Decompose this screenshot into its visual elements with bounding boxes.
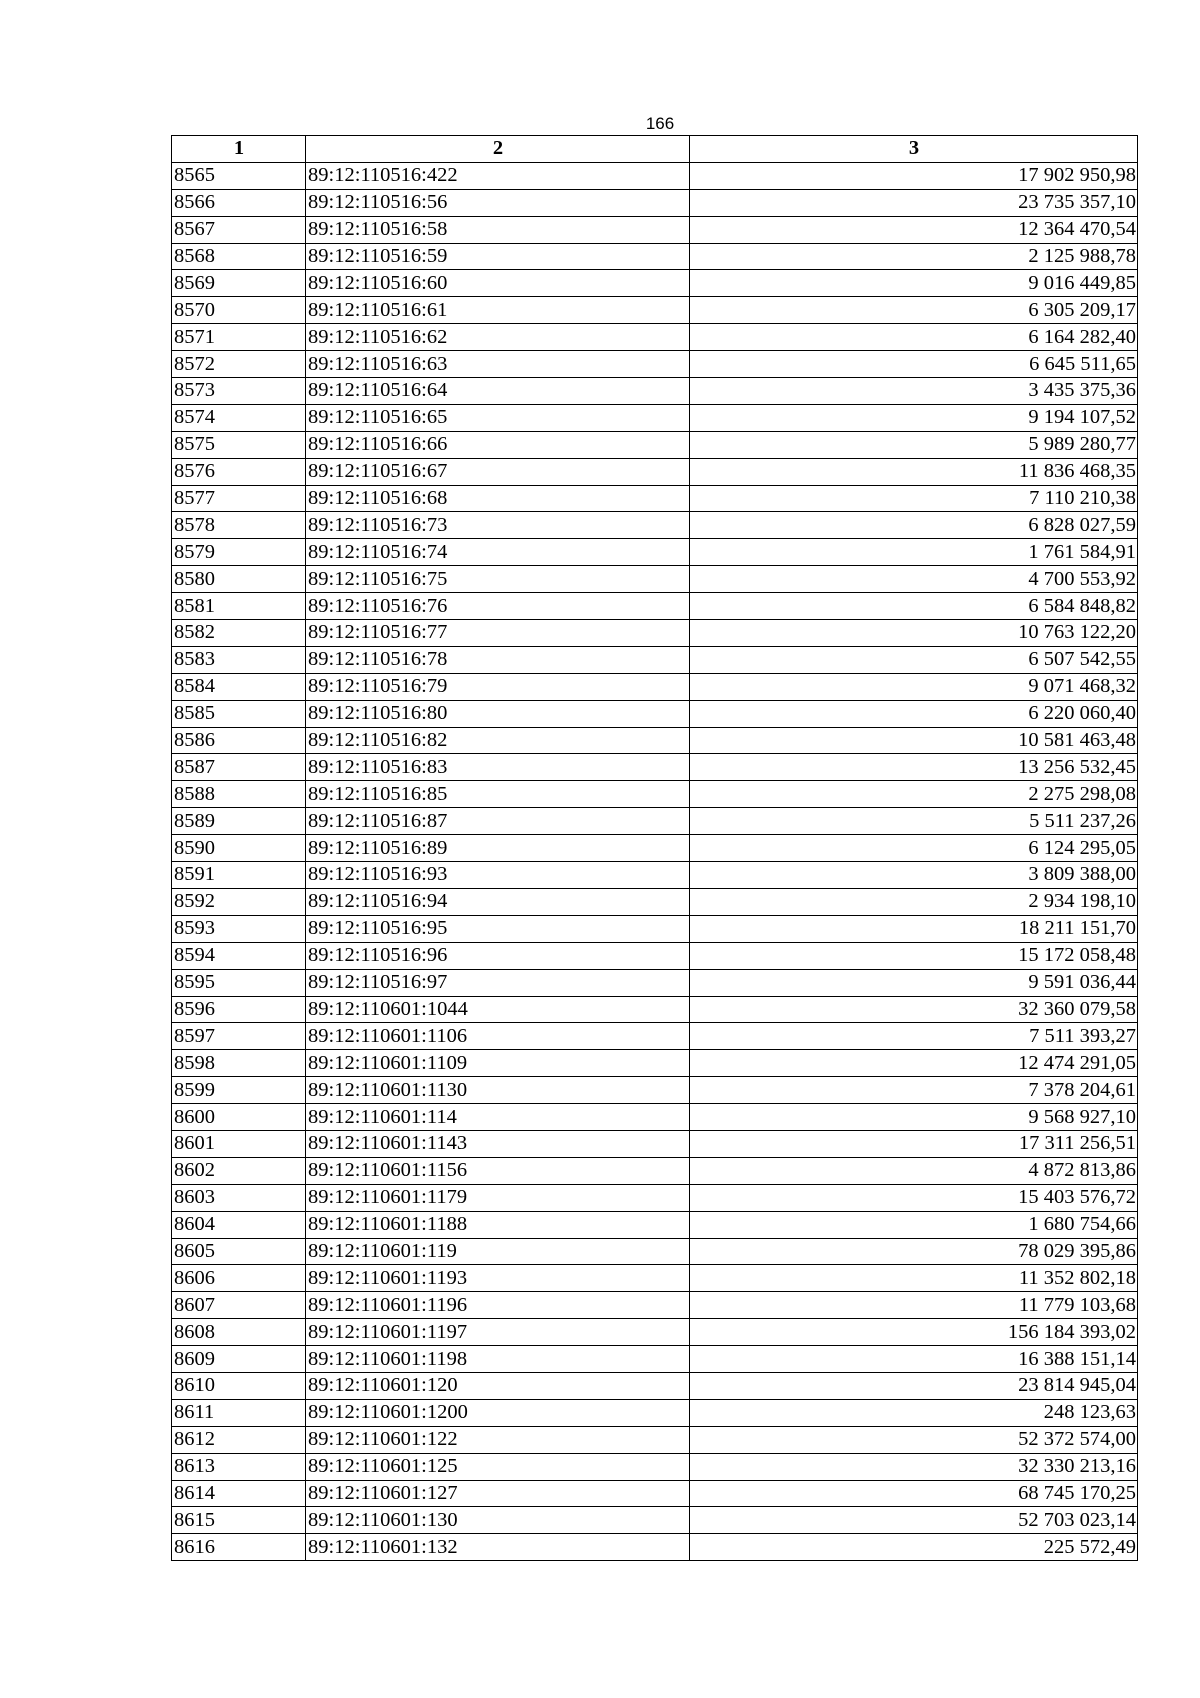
row-number-cell: 8605: [172, 1238, 306, 1265]
row-number-cell: 8566: [172, 189, 306, 216]
row-number-cell: 8580: [172, 566, 306, 593]
row-number-cell: 8571: [172, 324, 306, 351]
value-cell: 23 735 357,10: [690, 189, 1138, 216]
cadastral-number-cell: 89:12:110601:1109: [306, 1050, 690, 1077]
row-number-cell: 8572: [172, 351, 306, 378]
value-cell: 3 435 375,36: [690, 378, 1138, 405]
cadastral-number-cell: 89:12:110516:422: [306, 162, 690, 189]
cadastral-number-cell: 89:12:110516:60: [306, 270, 690, 297]
value-cell: 9 016 449,85: [690, 270, 1138, 297]
cadastral-number-cell: 89:12:110601:114: [306, 1104, 690, 1131]
cadastral-number-cell: 89:12:110516:94: [306, 888, 690, 915]
table-row: [172, 404, 1138, 431]
value-cell: 17 902 950,98: [690, 162, 1138, 189]
row-number-cell: 8590: [172, 835, 306, 862]
table-row: [172, 646, 1138, 673]
header-cell-3: 3: [690, 136, 1138, 163]
cadastral-number-cell: 89:12:110601:130: [306, 1507, 690, 1534]
cadastral-number-cell: 89:12:110516:97: [306, 969, 690, 996]
value-cell: 4 700 553,92: [690, 566, 1138, 593]
value-cell: 12 474 291,05: [690, 1050, 1138, 1077]
row-number-cell: 8602: [172, 1157, 306, 1184]
value-cell: 52 703 023,14: [690, 1507, 1138, 1534]
table-row: [172, 1238, 1138, 1265]
value-cell: 15 403 576,72: [690, 1184, 1138, 1211]
cadastral-number-cell: 89:12:110516:59: [306, 243, 690, 270]
table-row: [172, 243, 1138, 270]
cadastral-number-cell: 89:12:110516:95: [306, 915, 690, 942]
table-row: [172, 539, 1138, 566]
table-row: [172, 969, 1138, 996]
value-cell: 6 507 542,55: [690, 646, 1138, 673]
row-number-cell: 8576: [172, 458, 306, 485]
table-row: [172, 1534, 1138, 1561]
value-cell: 9 591 036,44: [690, 969, 1138, 996]
value-cell: 2 275 298,08: [690, 781, 1138, 808]
registry-table: [171, 135, 1138, 1561]
row-number-cell: 8599: [172, 1077, 306, 1104]
cadastral-number-cell: 89:12:110601:127: [306, 1480, 690, 1507]
value-cell: 2 934 198,10: [690, 888, 1138, 915]
row-number-cell: 8588: [172, 781, 306, 808]
value-cell: 12 364 470,54: [690, 216, 1138, 243]
row-number-cell: 8565: [172, 162, 306, 189]
value-cell: 18 211 151,70: [690, 915, 1138, 942]
value-cell: 6 220 060,40: [690, 700, 1138, 727]
row-number-cell: 8596: [172, 996, 306, 1023]
table-row: [172, 1130, 1138, 1157]
value-cell: 4 872 813,86: [690, 1157, 1138, 1184]
row-number-cell: 8601: [172, 1130, 306, 1157]
row-number-cell: 8584: [172, 673, 306, 700]
cadastral-number-cell: 89:12:110516:68: [306, 485, 690, 512]
value-cell: 78 029 395,86: [690, 1238, 1138, 1265]
table-row: [172, 781, 1138, 808]
table-row: [172, 996, 1138, 1023]
table-row: [172, 1346, 1138, 1373]
cadastral-number-cell: 89:12:110601:1044: [306, 996, 690, 1023]
table-row: [172, 620, 1138, 647]
table-row: [172, 378, 1138, 405]
cadastral-number-cell: 89:12:110601:1196: [306, 1292, 690, 1319]
row-number-cell: 8600: [172, 1104, 306, 1131]
row-number-cell: 8615: [172, 1507, 306, 1534]
cadastral-number-cell: 89:12:110516:74: [306, 539, 690, 566]
table-row: [172, 1453, 1138, 1480]
value-cell: 7 511 393,27: [690, 1023, 1138, 1050]
row-number-cell: 8573: [172, 378, 306, 405]
cadastral-number-cell: 89:12:110516:75: [306, 566, 690, 593]
table-row: [172, 1399, 1138, 1426]
cadastral-number-cell: 89:12:110516:93: [306, 862, 690, 889]
cadastral-number-cell: 89:12:110516:82: [306, 727, 690, 754]
value-cell: 11 836 468,35: [690, 458, 1138, 485]
cadastral-number-cell: 89:12:110601:1198: [306, 1346, 690, 1373]
row-number-cell: 8581: [172, 593, 306, 620]
row-number-cell: 8586: [172, 727, 306, 754]
row-number-cell: 8610: [172, 1372, 306, 1399]
cadastral-number-cell: 89:12:110601:1156: [306, 1157, 690, 1184]
table-row: [172, 593, 1138, 620]
cadastral-number-cell: 89:12:110516:73: [306, 512, 690, 539]
cadastral-number-cell: 89:12:110601:1179: [306, 1184, 690, 1211]
cadastral-number-cell: 89:12:110516:85: [306, 781, 690, 808]
cadastral-number-cell: 89:12:110601:1143: [306, 1130, 690, 1157]
value-cell: 6 645 511,65: [690, 351, 1138, 378]
table-row: [172, 942, 1138, 969]
value-cell: 23 814 945,04: [690, 1372, 1138, 1399]
row-number-cell: 8579: [172, 539, 306, 566]
value-cell: 11 779 103,68: [690, 1292, 1138, 1319]
cadastral-number-cell: 89:12:110601:132: [306, 1534, 690, 1561]
cadastral-number-cell: 89:12:110601:122: [306, 1426, 690, 1453]
table-row: [172, 216, 1138, 243]
cadastral-number-cell: 89:12:110516:76: [306, 593, 690, 620]
row-number-cell: 8589: [172, 808, 306, 835]
row-number-cell: 8609: [172, 1346, 306, 1373]
cadastral-number-cell: 89:12:110601:1193: [306, 1265, 690, 1292]
table-row: [172, 566, 1138, 593]
row-number-cell: 8612: [172, 1426, 306, 1453]
table-row: [172, 915, 1138, 942]
row-number-cell: 8593: [172, 915, 306, 942]
cadastral-number-cell: 89:12:110601:1197: [306, 1319, 690, 1346]
page-number: 166: [645, 114, 675, 133]
row-number-cell: 8597: [172, 1023, 306, 1050]
row-number-cell: 8575: [172, 431, 306, 458]
value-cell: 32 360 079,58: [690, 996, 1138, 1023]
row-number-cell: 8592: [172, 888, 306, 915]
table-row: [172, 1104, 1138, 1131]
value-cell: 1 761 584,91: [690, 539, 1138, 566]
row-number-cell: 8595: [172, 969, 306, 996]
value-cell: 9 071 468,32: [690, 673, 1138, 700]
cadastral-number-cell: 89:12:110516:89: [306, 835, 690, 862]
table-row: [172, 1372, 1138, 1399]
cadastral-number-cell: 89:12:110601:119: [306, 1238, 690, 1265]
value-cell: 15 172 058,48: [690, 942, 1138, 969]
cadastral-number-cell: 89:12:110601:1188: [306, 1211, 690, 1238]
cadastral-number-cell: 89:12:110516:65: [306, 404, 690, 431]
cadastral-number-cell: 89:12:110516:83: [306, 754, 690, 781]
row-number-cell: 8611: [172, 1399, 306, 1426]
value-cell: 11 352 802,18: [690, 1265, 1138, 1292]
value-cell: 10 581 463,48: [690, 727, 1138, 754]
cadastral-number-cell: 89:12:110601:125: [306, 1453, 690, 1480]
row-number-cell: 8613: [172, 1453, 306, 1480]
value-cell: 6 828 027,59: [690, 512, 1138, 539]
value-cell: 52 372 574,00: [690, 1426, 1138, 1453]
table-row: [172, 1023, 1138, 1050]
cadastral-number-cell: 89:12:110516:67: [306, 458, 690, 485]
value-cell: 1 680 754,66: [690, 1211, 1138, 1238]
table-row: [172, 270, 1138, 297]
table-row: [172, 727, 1138, 754]
row-number-cell: 8585: [172, 700, 306, 727]
cadastral-number-cell: 89:12:110516:96: [306, 942, 690, 969]
row-number-cell: 8569: [172, 270, 306, 297]
value-cell: 16 388 151,14: [690, 1346, 1138, 1373]
table-row: [172, 1426, 1138, 1453]
cadastral-number-cell: 89:12:110516:63: [306, 351, 690, 378]
value-cell: 17 311 256,51: [690, 1130, 1138, 1157]
cadastral-number-cell: 89:12:110516:66: [306, 431, 690, 458]
value-cell: 5 511 237,26: [690, 808, 1138, 835]
row-number-cell: 8606: [172, 1265, 306, 1292]
row-number-cell: 8607: [172, 1292, 306, 1319]
value-cell: 225 572,49: [690, 1534, 1138, 1561]
table-row: [172, 862, 1138, 889]
table-row: [172, 1077, 1138, 1104]
header-cell-2: 2: [306, 136, 690, 163]
table-row: [172, 512, 1138, 539]
row-number-cell: 8603: [172, 1184, 306, 1211]
row-number-cell: 8614: [172, 1480, 306, 1507]
table-header: [172, 136, 1138, 163]
row-number-cell: 8570: [172, 297, 306, 324]
table-row: [172, 351, 1138, 378]
table-row: [172, 808, 1138, 835]
cadastral-number-cell: 89:12:110516:62: [306, 324, 690, 351]
table-row: [172, 189, 1138, 216]
table-row: [172, 1507, 1138, 1534]
table-row: [172, 458, 1138, 485]
value-cell: 32 330 213,16: [690, 1453, 1138, 1480]
value-cell: 6 305 209,17: [690, 297, 1138, 324]
cadastral-number-cell: 89:12:110516:78: [306, 646, 690, 673]
cadastral-number-cell: 89:12:110516:87: [306, 808, 690, 835]
table-row: [172, 1292, 1138, 1319]
value-cell: 7 110 210,38: [690, 485, 1138, 512]
table-row: [172, 297, 1138, 324]
row-number-cell: 8578: [172, 512, 306, 539]
value-cell: 156 184 393,02: [690, 1319, 1138, 1346]
row-number-cell: 8582: [172, 620, 306, 647]
header-row: [172, 136, 1138, 163]
table-row: [172, 700, 1138, 727]
table-row: [172, 673, 1138, 700]
row-number-cell: 8574: [172, 404, 306, 431]
value-cell: 13 256 532,45: [690, 754, 1138, 781]
table-row: [172, 1050, 1138, 1077]
table-row: [172, 431, 1138, 458]
value-cell: 3 809 388,00: [690, 862, 1138, 889]
table-body: [172, 162, 1138, 1560]
cadastral-number-cell: 89:12:110601:1106: [306, 1023, 690, 1050]
row-number-cell: 8598: [172, 1050, 306, 1077]
row-number-cell: 8591: [172, 862, 306, 889]
header-cell-1: 1: [172, 136, 306, 163]
cadastral-number-cell: 89:12:110516:61: [306, 297, 690, 324]
table-row: [172, 485, 1138, 512]
row-number-cell: 8583: [172, 646, 306, 673]
cadastral-number-cell: 89:12:110516:56: [306, 189, 690, 216]
table-row: [172, 835, 1138, 862]
value-cell: 68 745 170,25: [690, 1480, 1138, 1507]
row-number-cell: 8577: [172, 485, 306, 512]
row-number-cell: 8567: [172, 216, 306, 243]
value-cell: 5 989 280,77: [690, 431, 1138, 458]
table-row: [172, 324, 1138, 351]
table-row: [172, 1211, 1138, 1238]
row-number-cell: 8608: [172, 1319, 306, 1346]
value-cell: 2 125 988,78: [690, 243, 1138, 270]
row-number-cell: 8616: [172, 1534, 306, 1561]
row-number-cell: 8568: [172, 243, 306, 270]
table-row: [172, 162, 1138, 189]
value-cell: 7 378 204,61: [690, 1077, 1138, 1104]
table-row: [172, 1480, 1138, 1507]
value-cell: 248 123,63: [690, 1399, 1138, 1426]
value-cell: 9 194 107,52: [690, 404, 1138, 431]
value-cell: 10 763 122,20: [690, 620, 1138, 647]
cadastral-number-cell: 89:12:110516:79: [306, 673, 690, 700]
cadastral-number-cell: 89:12:110516:58: [306, 216, 690, 243]
cadastral-number-cell: 89:12:110516:64: [306, 378, 690, 405]
row-number-cell: 8604: [172, 1211, 306, 1238]
value-cell: 9 568 927,10: [690, 1104, 1138, 1131]
cadastral-number-cell: 89:12:110601:1130: [306, 1077, 690, 1104]
table-row: [172, 1184, 1138, 1211]
table-row: [172, 754, 1138, 781]
table-row: [172, 888, 1138, 915]
cadastral-number-cell: 89:12:110516:77: [306, 620, 690, 647]
value-cell: 6 164 282,40: [690, 324, 1138, 351]
table-row: [172, 1265, 1138, 1292]
table-row: [172, 1157, 1138, 1184]
row-number-cell: 8587: [172, 754, 306, 781]
value-cell: 6 124 295,05: [690, 835, 1138, 862]
row-number-cell: 8594: [172, 942, 306, 969]
cadastral-number-cell: 89:12:110601:1200: [306, 1399, 690, 1426]
value-cell: 6 584 848,82: [690, 593, 1138, 620]
table-row: [172, 1319, 1138, 1346]
cadastral-number-cell: 89:12:110601:120: [306, 1372, 690, 1399]
cadastral-number-cell: 89:12:110516:80: [306, 700, 690, 727]
